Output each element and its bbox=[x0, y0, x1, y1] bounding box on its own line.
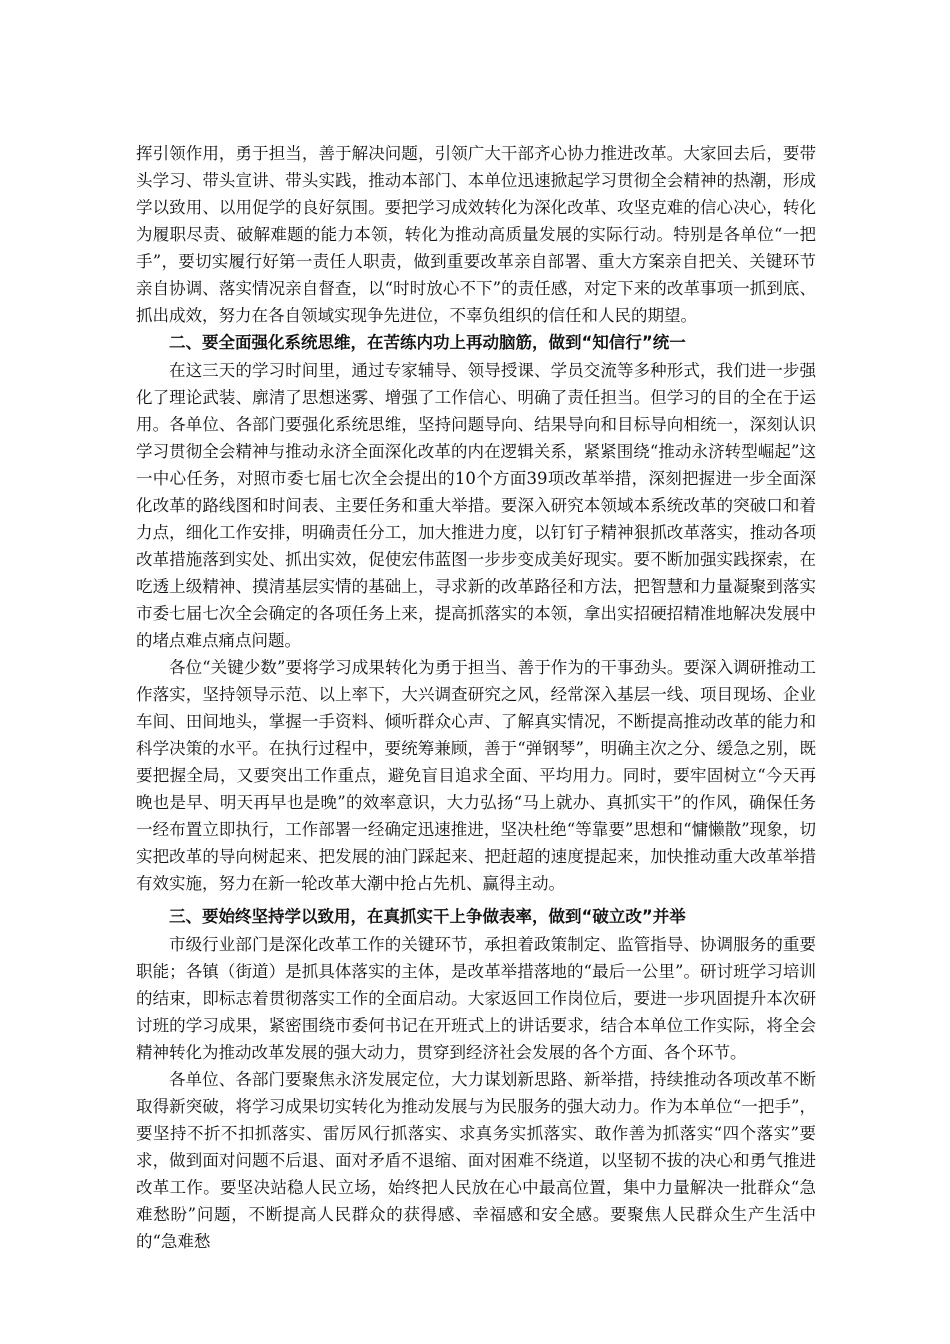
document-page bbox=[136, 140, 816, 1255]
paragraph-section-2-1: 在这三天的学习时间里，通过专家辅导、领导授课、学员交流等多种形式，我们进一步强化了理论武装、廓清了思想迷雾、增强了工作信心、明确了责任担当。但学习的目的全在于运用。各单位、各部门要强化系统思维，坚持问题导向、结果导向和目标导向相统一，深刻认识学习贯彻全会精神与推动永济全面深化改革的内在逻辑关系，紧紧围绕“推动永济转型崛起”这一中心任务，对照市委七届七次全会提出的10个方面39项改革举措，深刻把握进一步全面深化改革的路线图和时间表、主要任务和重大举措。要深入研究本领域本系统改革的突破口和着力点，细化工作安排，明确责任分工，加大推进力度，以钉钉子精神狠抓改革落实，推动各项改革措施落到实处、抓出实效，促使宏伟蓝图一步步变成美好现实。要不断加强实践探索，在吃透上级精神、摸清基层实情的基础上，寻求新的改革路径和方法，把智慧和力量凝聚到落实市委七届七次全会确定的各项任务上来，提高抓落实的本领，拿出实招硬招精准地解决发展中的堵点难点痛点问题。 bbox=[136, 361, 816, 650]
section-heading-3: 三、要始终坚持学以致用，在真抓实干上争做表率，做到“破立改”并举 bbox=[169, 907, 686, 926]
paragraph-section-3-2: 各单位、各部门要聚焦永济发展定位，大力谋划新思路、新举措，持续推动各项改革不断取得新突破，将学习成果切实转化为推动发展与为民服务的强大动力。作为本单位“一把手”，要坚持不折不扣抓落实、雷厉风行抓落实、求真务实抓落实、敢作善为抓落实“四个落实”要求，做到面对问题不后退、面对矛盾不退缩、面对困难不绕道，以坚韧不拔的决心和勇气推进改革工作。要坚决站稳人民立场，始终把人民放在心中最高位置，集中力量解决一批群众“急难愁盼”问题，不断提高人民群众的获得感、幸福感和安全感。要聚焦人民群众生产生活中的“急难愁 bbox=[136, 1070, 816, 1251]
paragraph-section-2-2: 各位“关键少数”要将学习成果转化为勇于担当、善于作为的干事劲头。要深入调研推动工作落实，坚持领导示范、以上率下，大兴调查研究之风，经常深入基层一线、项目现场、企业车间、田间地头，掌握一手资料、倾听群众心声、了解真实情况，不断提高推动改革的能力和科学决策的水平。在执行过程中，要统筹兼顾，善于“弹钢琴”，明确主次之分、缓急之别，既要把握全局，又要突出工作重点，避免盲目追求全面、平均用力。同时，要牢固树立“今天再晚也是早、明天再早也是晚”的效率意识，大力弘扬“马上就办、真抓实干”的作风，确保任务一经布置立即执行，工作部署一经确定迅速推进，坚决杜绝“等靠要”思想和“慵懒散”现象，切实把改革的导向树起来、把发展的油门踩起来、把赶超的速度提起来，加快推动重大改革举措有效实施，努力在新一轮改革大潮中抢占先机、赢得主动。 bbox=[136, 658, 816, 893]
paragraph-section-3-1: 市级行业部门是深化改革工作的关键环节，承担着政策制定、监管指导、协调服务的重要职能；各镇（街道）是抓具体落实的主体，是改革举措落地的“最后一公里”。研讨班学习培训的结束，即标志着贯彻落实工作的全面启动。大家返回工作岗位后，要进一步巩固提升本次研讨班的学习成果，紧密围绕市委何书记在开班式上的讲话要求，结合本单位工作实际，将全会精神转化为推动改革发展的强大动力，贯穿到经济社会发展的各个方面、各个环节。 bbox=[136, 935, 816, 1062]
section-heading-2: 二、要全面强化系统思维，在苦练内功上再动脑筋，做到“知信行”统一 bbox=[169, 333, 686, 352]
paragraph-continuation: 挥引领作用，勇于担当，善于解决问题，引领广大干部齐心协力推进改革。大家回去后，要带头学习、带头宣讲、带头实践，推动本部门、本单位迅速掀起学习贯彻全会精神的热潮，形成学以致用、以用促学的良好氛围。要把学习成效转化为深化改革、攻坚克难的信心决心，转化为履职尽责、破解难题的能力本领，转化为推动高质量发展的实际行动。特别是各单位“一把手”，要切实履行好第一责任人职责，做到重要改革亲自部署、重大方案亲自把关、关键环节亲自协调、落实情况亲自督查，以“时时放心不下”的责任感，对定下来的改革事项一抓到底、抓出成效，努力在各自领域实现争先进位，不辜负组织的信任和人民的期望。 bbox=[136, 144, 816, 325]
